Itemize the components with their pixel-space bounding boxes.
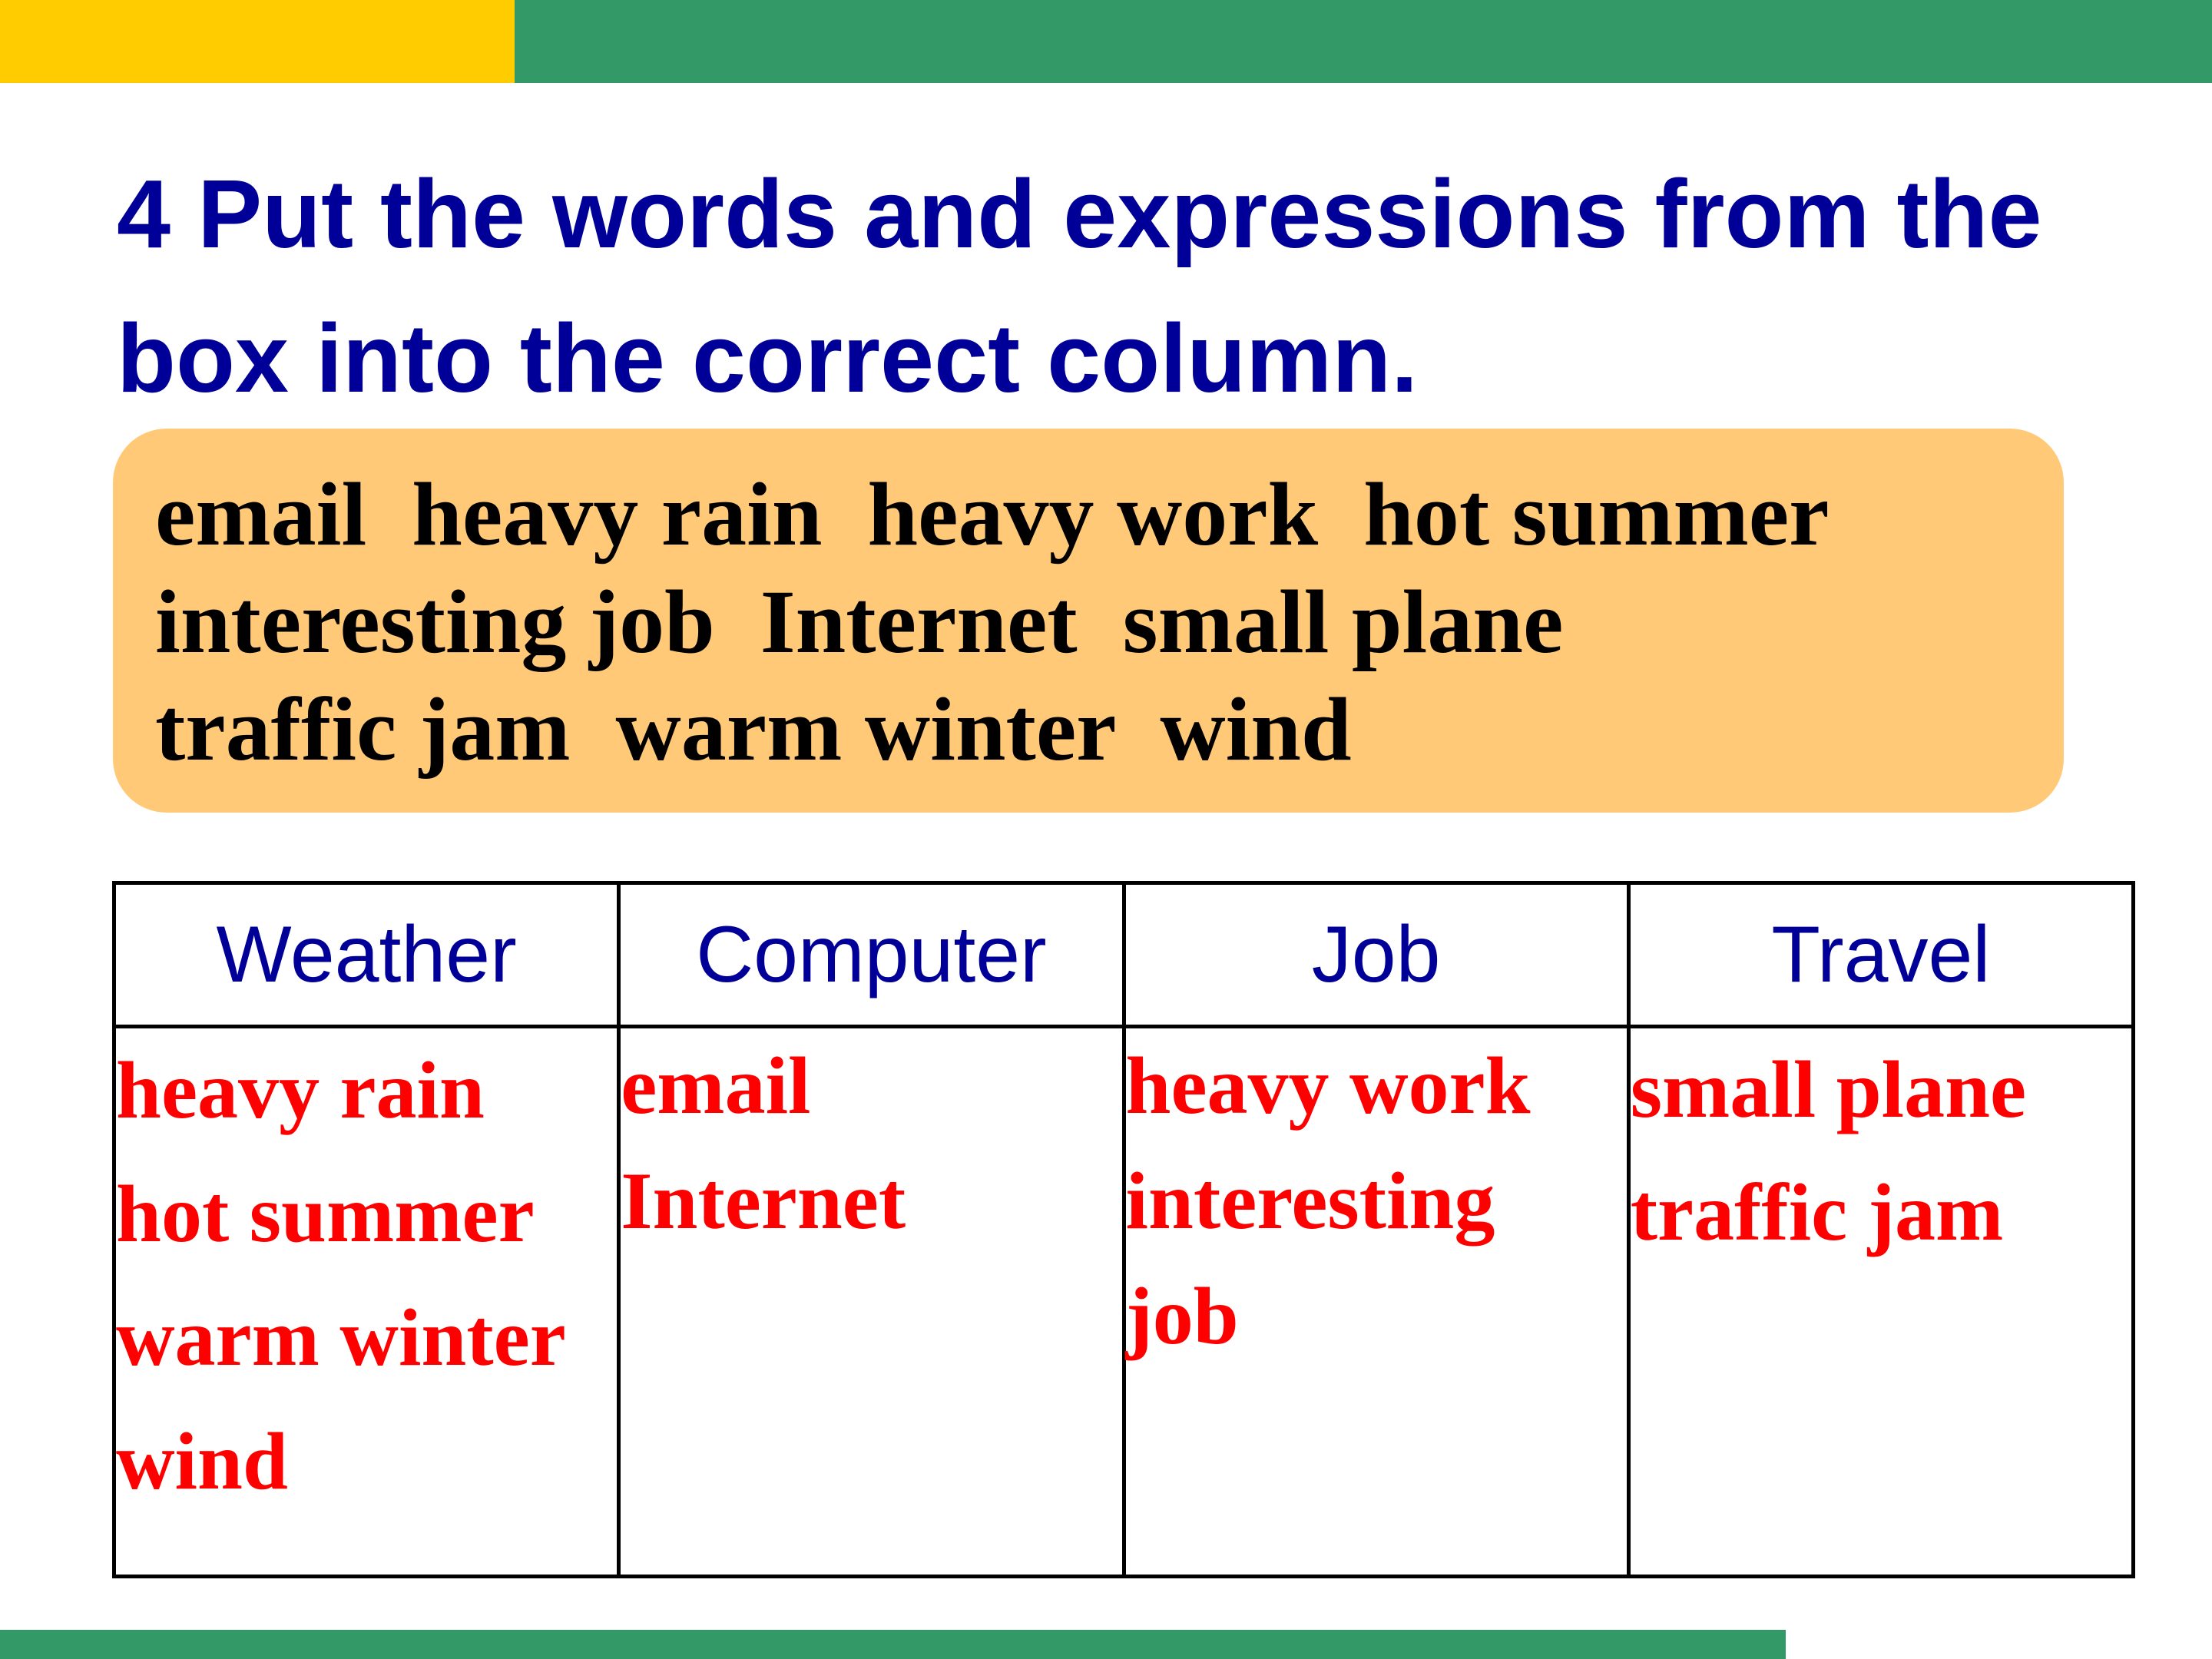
answer-item: email [621,1041,811,1131]
table-header-row [114,883,2134,1027]
header-job: Job [1124,883,1628,1027]
answer-table [112,881,2135,1578]
answer-item: warm winter [116,1293,566,1382]
answer-item: heavy rain [116,1045,485,1135]
computer-answers [619,1027,1124,1577]
top-bar-green [515,0,2212,83]
answer-item: wind [116,1416,288,1506]
top-bar-yellow [0,0,515,83]
answer-item: traffic jam [1630,1167,2004,1257]
word-box-line: traffic jam warm winter wind [155,679,1352,780]
answer-item: Internet [621,1156,906,1246]
bottom-bar-green [0,1630,1786,1659]
table-answer-row [114,1027,2134,1577]
answer-item: interesting [1125,1156,1495,1246]
header-weather: Weather [114,883,619,1027]
instruction-heading: 4 Put the words and expressions from the box into the correct column. [117,160,2042,412]
weather-answers [114,1027,619,1577]
word-box-line: email heavy rain heavy work hot summer [155,464,1830,565]
job-answers [1124,1027,1628,1577]
word-box [113,429,2064,813]
header-computer: Computer [619,883,1124,1027]
answer-item: small plane [1630,1045,2027,1134]
travel-answers [1628,1027,2133,1577]
answer-item: job [1125,1271,1239,1361]
word-box-line: interesting job Internet small plane [155,571,1564,672]
header-travel: Travel [1628,883,2133,1027]
answer-item: hot summer [116,1169,535,1259]
answer-item: heavy work [1125,1041,1531,1131]
